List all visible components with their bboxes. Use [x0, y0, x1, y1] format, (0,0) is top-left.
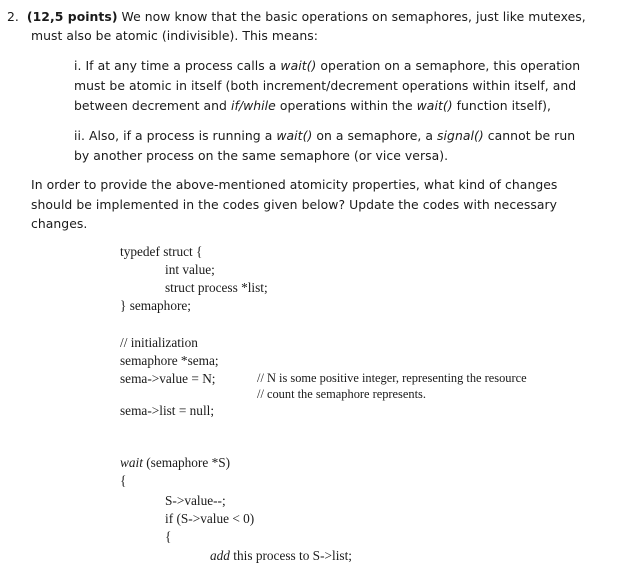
code-line: { — [120, 473, 127, 488]
code-line: S->value--; — [165, 493, 226, 508]
question-intro-line2: must also be atomic (indivisible). This means: — [31, 28, 318, 43]
function-name: wait — [120, 455, 143, 470]
code-line: { — [165, 529, 172, 544]
code-line: int value; — [165, 262, 215, 277]
code-line: add this process to S->list; — [210, 548, 352, 563]
code-line: semaphore *sema; — [120, 353, 219, 368]
task-line1: In order to provide the above-mentioned atomicity properties, what kind of changes — [31, 177, 558, 192]
item-i-line2: must be atomic in itself (both increment/decrement operations within itself, and — [74, 78, 577, 93]
function-name: add — [210, 548, 230, 563]
code-line: wait (semaphore *S) — [120, 455, 231, 470]
item-i-line1: i. If at any time a process calls a wait() operation on a semaphore, this operation — [74, 58, 581, 73]
question-number: 2. — [7, 9, 19, 24]
item-i-line3: between decrement and if/while operations within the wait() function itself), — [74, 98, 551, 113]
code-comment: // count the semaphore represents. — [257, 387, 426, 401]
code-line: if (S->value < 0) — [165, 511, 255, 526]
code-line: sema->value = N; — [120, 371, 216, 386]
task-line2: should be implemented in the codes given below? Update the codes with necessary — [31, 197, 558, 212]
question-points: (12,5 points) — [26, 9, 118, 24]
code-line: typedef struct { — [120, 244, 203, 259]
task-line3: changes. — [31, 216, 88, 231]
code-comment: // N is some positive integer, representing the resource — [257, 371, 527, 385]
question-intro: We now know that the basic operations on semaphores, just like mutexes, — [117, 9, 586, 24]
code-comment: // initialization — [120, 335, 198, 350]
code-line: } semaphore; — [120, 298, 191, 313]
item-ii-line2: by another process on the same semaphore (or vice versa). — [74, 148, 449, 163]
code-line: struct process *list; — [165, 280, 268, 295]
question-header — [7, 9, 586, 24]
code-line: sema->list = null; — [120, 403, 215, 418]
item-ii-line1: ii. Also, if a process is running a wait() on a semaphore, a signal() cannot be run — [74, 128, 576, 143]
